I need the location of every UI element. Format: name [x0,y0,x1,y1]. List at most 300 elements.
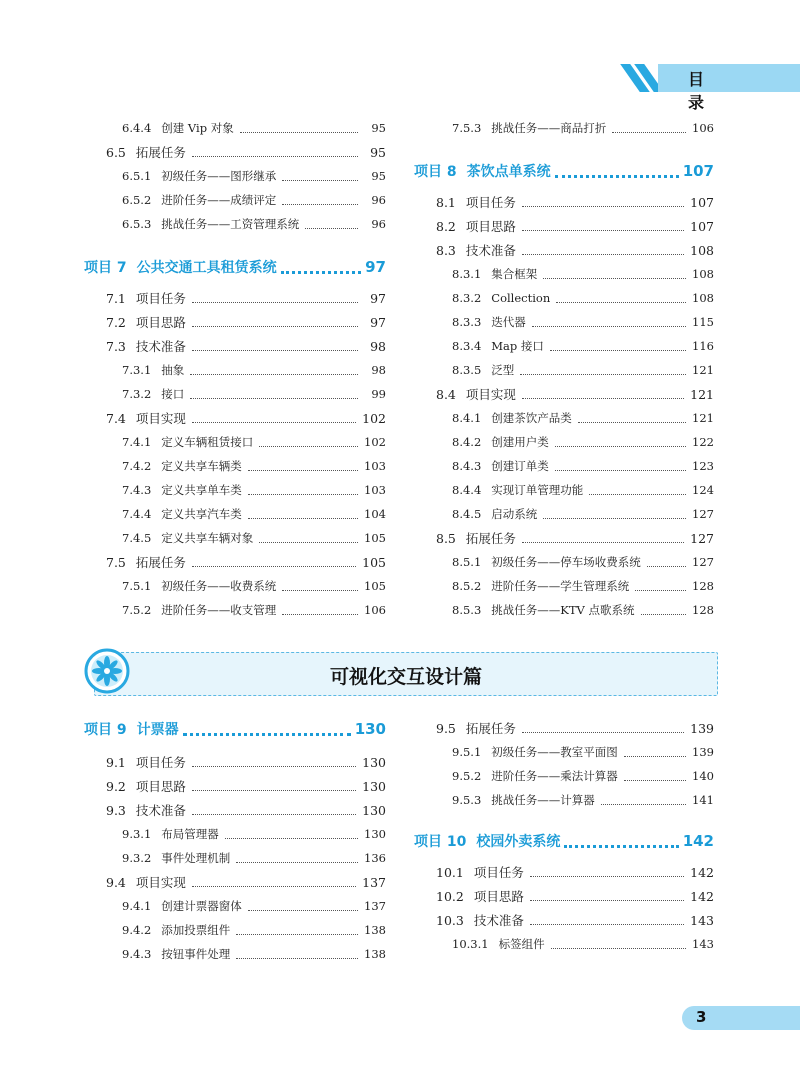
entry-number: 8.4.1 [452,411,482,425]
entry-page: 107 [690,218,714,234]
entry-number: 7.1 [106,290,126,306]
entry-title: 布局管理器 [161,827,219,841]
entry-number: 9.1 [106,754,126,770]
entry-page: 137 [364,899,386,913]
leader-dots [192,885,356,887]
entry-number: 9.4.1 [122,899,152,913]
entry-page: 98 [371,363,386,377]
toc-entry[interactable] [436,432,714,452]
entry-number: 7.4 [106,410,126,426]
entry-title: 项目思路 [135,779,186,794]
leader-dots [520,373,686,375]
leader-dots [589,493,686,495]
toc-entry[interactable] [106,528,386,548]
toc-entry[interactable] [106,456,386,476]
entry-page: 121 [690,386,714,402]
leader-dots [555,173,679,178]
leader-dots [522,541,684,543]
entry-title: 创建用户类 [491,435,549,449]
entry-page: 127 [692,555,714,569]
leader-dots [601,803,686,805]
entry-page: 138 [364,947,386,961]
entry-page: 127 [690,530,714,546]
toc-entry[interactable] [106,896,386,916]
entry-page: 108 [692,267,714,281]
entry-page: 137 [362,874,386,890]
entry-page: 116 [692,339,714,353]
entry-number: 7.4.2 [122,459,152,473]
entry-page: 96 [371,217,386,231]
entry-title: 拓展任务 [135,145,186,160]
entry-number: 9.5.3 [452,793,482,807]
entry-title: 创建 Vip 对象 [161,121,234,135]
entry-page: 102 [364,435,386,449]
entry-title: 定义共享汽车类 [161,507,242,521]
toc-entry[interactable] [106,504,386,524]
leader-dots [192,155,358,157]
toc-entry[interactable] [106,576,386,596]
entry-number: 7.5.3 [452,121,482,135]
entry-page: 130 [362,778,386,794]
leader-dots [192,789,356,791]
toc-entry[interactable] [436,192,714,212]
toc-entry[interactable] [106,872,386,892]
entry-page: 96 [371,193,386,207]
project-8-heading[interactable] [414,160,714,182]
entry-number: 8.3.2 [452,291,482,305]
entry-title: 拓展任务 [465,531,516,546]
toc-header-banner [630,64,800,112]
entry-page: 136 [364,851,386,865]
entry-number: 8.4.3 [452,459,482,473]
entry-title: 按钮事件处理 [161,947,231,961]
project-title: 校园外卖系统 [476,834,561,850]
entry-number: 9.5 [436,720,456,736]
entry-page: 124 [692,483,714,497]
toc-entry[interactable] [452,118,714,138]
leader-dots [192,421,356,423]
toc-entry[interactable] [436,862,714,882]
toc-entry[interactable] [436,216,714,236]
entry-title: 标签组件 [498,937,545,951]
project-7-heading[interactable] [84,256,386,278]
entry-number: 7.4.4 [122,507,152,521]
entry-page: 105 [364,579,386,593]
entry-number: 8.5.3 [452,603,482,617]
leader-dots [551,947,686,949]
entry-number: 8.5.2 [452,579,482,593]
entry-number: 8.5.1 [452,555,482,569]
toc-entry[interactable] [106,848,386,868]
project-label: 项目 10 [414,834,467,850]
leader-dots [522,229,684,231]
entry-title: 初级任务——停车场收费系统 [491,555,641,569]
leader-dots [248,493,358,495]
entry-page: 140 [692,769,714,783]
leader-dots [192,565,356,567]
project-label: 项目 7 [84,260,127,276]
entry-number: 9.5.2 [452,769,482,783]
toc-entry[interactable] [106,190,386,210]
project-page: 142 [682,832,714,850]
section-banner [94,652,718,696]
entry-page: 142 [690,888,714,904]
leader-dots [248,469,358,471]
entry-number: 8.4 [436,386,456,402]
entry-page: 130 [362,802,386,818]
toc-entry[interactable] [106,408,386,428]
leader-dots [522,731,684,733]
entry-title: 挑战任务——KTV 点歌系统 [491,603,635,617]
leader-dots [282,203,358,205]
entry-page: 143 [692,937,714,951]
entry-page: 95 [370,144,386,160]
entry-number: 7.3.1 [122,363,152,377]
leader-dots [624,779,686,781]
leader-dots [236,933,358,935]
entry-title: 添加投票组件 [161,923,231,937]
entry-number: 9.3.1 [122,827,152,841]
entry-title: 实现订单管理功能 [491,483,584,497]
leader-dots [225,837,358,839]
toc-entry[interactable] [106,312,386,332]
toc-entry[interactable] [436,742,714,762]
entry-page: 121 [692,363,714,377]
entry-title: 定义共享车辆类 [161,459,242,473]
entry-page: 122 [692,435,714,449]
entry-page: 128 [692,579,714,593]
entry-number: 8.2 [436,218,456,234]
page-number-tab [682,1006,800,1030]
leader-dots [550,349,686,351]
entry-number: 6.5 [106,144,126,160]
toc-entry[interactable] [436,576,714,596]
entry-number: 9.4.2 [122,923,152,937]
entry-number: 7.4.1 [122,435,152,449]
entry-page: 95 [371,169,386,183]
leader-dots [236,957,358,959]
leader-dots [192,813,356,815]
entry-page: 107 [690,194,714,210]
leader-dots [192,349,358,351]
leader-dots [543,517,686,519]
toc-entry[interactable] [436,910,714,930]
leader-dots [564,843,678,848]
project-title: 公共交通工具租赁系统 [136,260,277,276]
leader-dots [282,179,358,181]
entry-number: 9.4 [106,874,126,890]
toc-entry[interactable] [106,214,386,234]
entry-page: 103 [364,483,386,497]
entry-title: 初级任务——教室平面图 [491,745,618,759]
entry-title: 创建订单类 [491,459,549,473]
leader-dots [281,269,362,274]
toc-entry[interactable] [106,920,386,940]
entry-page: 103 [364,459,386,473]
entry-title: 技术准备 [135,803,186,818]
toc-entry[interactable] [436,360,714,380]
entry-title: 技术准备 [473,913,524,928]
leader-dots [282,589,358,591]
leader-dots [612,131,686,133]
toc-entry[interactable] [106,752,386,772]
project-label: 项目 8 [414,164,457,180]
leader-dots [192,301,358,303]
entry-title: 迭代器 [491,315,526,329]
toc-entry[interactable] [106,118,386,138]
leader-dots [282,613,358,615]
entry-number: 7.5 [106,554,126,570]
entry-page: 97 [370,314,386,330]
entry-title: 项目任务 [135,755,186,770]
entry-number: 7.4.5 [122,531,152,545]
toc-entry[interactable] [106,480,386,500]
flower-badge-icon [84,648,130,694]
entry-title: 创建计票器窗体 [161,899,242,913]
toc-entry[interactable] [106,944,386,964]
leader-dots [543,277,686,279]
entry-number: 8.3.5 [452,363,482,377]
project-page: 130 [354,720,386,738]
project-10-heading[interactable] [414,830,714,852]
entry-page: 128 [692,603,714,617]
leader-dots [183,731,351,736]
entry-title: 初级任务——图形继承 [161,169,277,183]
entry-page: 98 [370,338,386,354]
toc-entry[interactable] [436,934,714,954]
entry-page: 97 [370,290,386,306]
entry-title: 项目思路 [465,219,516,234]
entry-page: 139 [690,720,714,736]
entry-page: 123 [692,459,714,473]
entry-number: 8.4.2 [452,435,482,449]
entry-title: 项目实现 [465,387,516,402]
toc-entry[interactable] [106,824,386,844]
entry-page: 108 [692,291,714,305]
entry-number: 10.1 [436,864,464,880]
entry-page: 108 [690,242,714,258]
entry-title: 定义共享车辆对象 [161,531,254,545]
project-page: 107 [682,162,714,180]
leader-dots [236,861,358,863]
entry-number: 7.5.1 [122,579,152,593]
leader-dots [578,421,686,423]
leader-dots [259,541,358,543]
toc-entry[interactable] [106,776,386,796]
toc-entry[interactable] [106,384,386,404]
entry-number: 8.3.1 [452,267,482,281]
entry-number: 7.4.3 [122,483,152,497]
toc-entry[interactable] [106,142,386,162]
entry-title: 项目实现 [135,411,186,426]
leader-dots [248,517,358,519]
toc-entry[interactable] [436,408,714,428]
entry-page: 106 [692,121,714,135]
entry-number: 7.3 [106,338,126,354]
leader-dots [248,909,358,911]
entry-title: 挑战任务——计算器 [491,793,595,807]
toc-entry[interactable] [106,166,386,186]
entry-page: 121 [692,411,714,425]
entry-page: 127 [692,507,714,521]
toc-entry[interactable] [436,384,714,404]
entry-title: 泛型 [491,363,515,377]
entry-title: 进阶任务——收支管理 [161,603,277,617]
entry-title: 挑战任务——商品打折 [491,121,607,135]
entry-number: 9.4.3 [122,947,152,961]
leader-dots [635,589,686,591]
leader-dots [190,397,358,399]
toc-entry[interactable] [106,360,386,380]
entry-number: 7.3.2 [122,387,152,401]
entry-title: 创建茶饮产品类 [491,411,572,425]
entry-page: 95 [371,121,386,135]
entry-title: 进阶任务——成绩评定 [161,193,277,207]
leader-dots [522,397,684,399]
project-title: 茶饮点单系统 [466,164,551,180]
toc-entry[interactable] [106,552,386,572]
entry-number: 8.4.5 [452,507,482,521]
toc-entry[interactable] [436,886,714,906]
toc-entry[interactable] [436,790,714,810]
entry-title: Collection [491,291,551,305]
entry-number: 6.5.1 [122,169,152,183]
entry-page: 143 [690,912,714,928]
toc-entry[interactable] [436,528,714,548]
entry-number: 9.5.1 [452,745,482,759]
toc-entry[interactable] [436,552,714,572]
toc-entry[interactable] [436,312,714,332]
entry-number: 7.5.2 [122,603,152,617]
toc-entry[interactable] [436,766,714,786]
entry-number: 9.3.2 [122,851,152,865]
toc-entry[interactable] [436,336,714,356]
entry-title: 集合框架 [491,267,538,281]
entry-title: 抽象 [161,363,185,377]
toc-entry[interactable] [436,718,714,738]
entry-number: 8.5 [436,530,456,546]
toc-entry[interactable] [436,240,714,260]
leader-dots [532,325,686,327]
leader-dots [624,755,686,757]
project-label: 项目 9 [84,722,127,738]
leader-dots [522,205,684,207]
leader-dots [530,875,684,877]
project-page: 97 [365,258,386,276]
entry-number: 6.4.4 [122,121,152,135]
entry-title: 技术准备 [135,339,186,354]
leader-dots [641,613,687,615]
toc-entry[interactable] [436,264,714,284]
entry-number: 10.3.1 [452,937,489,951]
entry-page: 115 [692,315,714,329]
leader-dots [192,325,358,327]
entry-title: 项目任务 [465,195,516,210]
entry-number: 6.5.2 [122,193,152,207]
entry-title: 事件处理机制 [161,851,231,865]
entry-page: 106 [364,603,386,617]
entry-page: 102 [362,410,386,426]
entry-title: 拓展任务 [465,721,516,736]
leader-dots [522,253,684,255]
entry-page: 99 [371,387,386,401]
entry-title: 定义共享单车类 [161,483,242,497]
toc-entry[interactable] [106,288,386,308]
toc-title: 目 录 [688,70,789,112]
toc-entry[interactable] [106,336,386,356]
entry-number: 9.3 [106,802,126,818]
entry-page: 141 [692,793,714,807]
entry-title: 挑战任务——工资管理系统 [161,217,300,231]
entry-number: 10.3 [436,912,464,928]
leader-dots [556,301,686,303]
toc-entry[interactable] [106,600,386,620]
leader-dots [305,227,358,229]
entry-title: 项目任务 [473,865,524,880]
project-title: 计票器 [136,722,179,738]
leader-dots [530,899,684,901]
entry-number: 6.5.3 [122,217,152,231]
entry-title: 初级任务——收费系统 [161,579,277,593]
page-number: 3 [696,1008,707,1026]
entry-title: 项目思路 [473,889,524,904]
entry-number: 7.2 [106,314,126,330]
entry-number: 8.1 [436,194,456,210]
toc-entry[interactable] [436,504,714,524]
entry-page: 139 [692,745,714,759]
leader-dots [190,373,358,375]
project-9-heading[interactable] [84,718,386,740]
toc-entry[interactable] [106,432,386,452]
entry-title: 接口 [161,387,185,401]
entry-title: 启动系统 [491,507,538,521]
entry-number: 8.3 [436,242,456,258]
toc-entry[interactable] [106,800,386,820]
toc-entry[interactable] [436,456,714,476]
entry-title: 拓展任务 [135,555,186,570]
entry-title: 项目实现 [135,875,186,890]
entry-page: 105 [362,554,386,570]
toc-entry[interactable] [436,600,714,620]
leader-dots [555,445,686,447]
leader-dots [192,765,356,767]
entry-page: 130 [364,827,386,841]
entry-page: 142 [690,864,714,880]
entry-number: 9.2 [106,778,126,794]
leader-dots [240,131,358,133]
entry-title: 进阶任务——学生管理系统 [491,579,630,593]
toc-entry[interactable] [436,288,714,308]
entry-title: 进阶任务——乘法计算器 [491,769,618,783]
entry-number: 8.4.4 [452,483,482,497]
entry-title: 定义车辆租赁接口 [161,435,254,449]
entry-title: 技术准备 [465,243,516,258]
entry-title: 项目任务 [135,291,186,306]
leader-dots [555,469,686,471]
leader-dots [530,923,684,925]
toc-entry[interactable] [436,480,714,500]
entry-page: 105 [364,531,386,545]
entry-number: 8.3.4 [452,339,482,353]
entry-title: Map 接口 [491,339,544,353]
entry-page: 104 [364,507,386,521]
entry-title: 项目思路 [135,315,186,330]
entry-number: 10.2 [436,888,464,904]
entry-page: 130 [362,754,386,770]
leader-dots [259,445,358,447]
leader-dots [647,565,686,567]
entry-number: 8.3.3 [452,315,482,329]
